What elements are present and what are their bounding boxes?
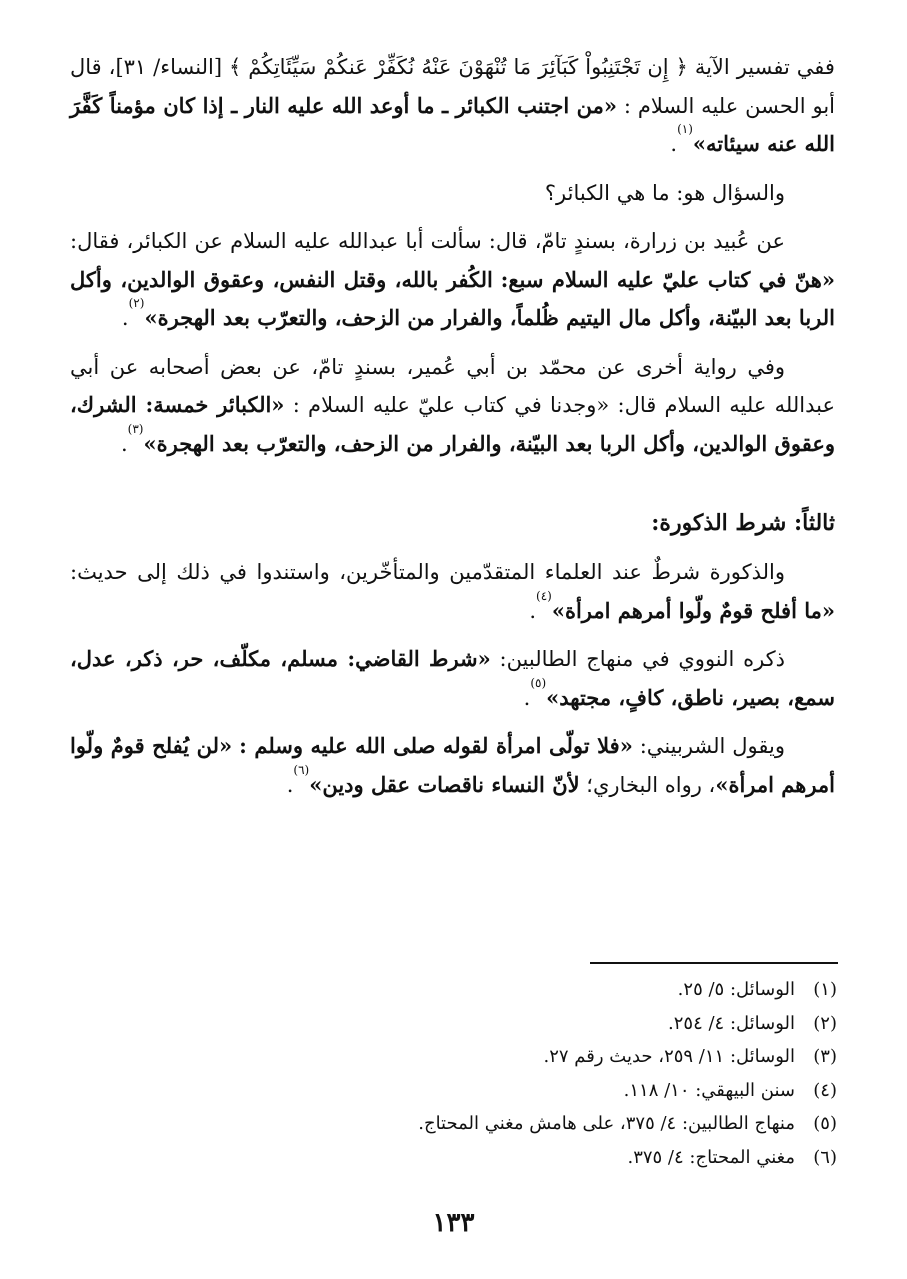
footnote-text: سنن البيهقي: ١٠/ ١١٨. bbox=[623, 1079, 795, 1101]
narration-text: عن عُبيد بن زرارة، بسندٍ تامّ، قال: سألت أبا عبدالله عليه السلام عن الكبائر، فقال: bbox=[70, 229, 785, 253]
footnote-number: (٣) bbox=[813, 1046, 837, 1067]
hadith-quote: الكُفر بالله، وقتل النفس، وعقوق الوالدين، وأكل الربا بعد البيّنة، وأكل مال اليتيم ظُلماً، والفرار من الزحف، والتعرّب بعد الهجرة» bbox=[70, 266, 835, 330]
paragraph-2: والسؤال هو: ما هي الكبائر؟ bbox=[544, 180, 785, 205]
footnote-item bbox=[418, 973, 837, 1007]
footnote-item bbox=[418, 1040, 837, 1074]
footnote-separator bbox=[590, 962, 838, 964]
paragraph-7: ويقول الشربيني: «فلا تولّى امرأة لقوله صلى الله عليه وسلم : «لن يُفلح قومٌ ولّوا أمرهم امرأة»، رواه البخاري؛ لأنّ النساء ناقصات عقل ودين»$^{(٦)}$. bbox=[70, 733, 835, 797]
hadith-quote: «الكبائر خمسة: الشرك، وعقوق الوالدين، وأكل الربا بعد البيّنة، والفرار من الزحف، والتعرّب بعد الهجرة» bbox=[70, 392, 835, 456]
footnote-number: (٦) bbox=[813, 1146, 837, 1168]
body-text: والذكورة شرطٌ عند العلماء المتقدّمين والمتأخّرين، واستندوا في ذلك إلى حديث: bbox=[70, 560, 785, 584]
paragraph-6: ذكره النووي في منهاج الطالبين: «شرط القاضي: مسلم، مكلّف، حر، ذكر، عدل، سمع، بصير، ناطق، كافٍ، مجتهد»$^{(٥)}$. bbox=[70, 646, 835, 710]
body-text: ويقول الشربيني: bbox=[639, 734, 785, 758]
footnote-item bbox=[418, 1107, 837, 1141]
footnote-number: (١) bbox=[813, 979, 837, 1000]
quote-text: «شرط القاضي: مسلم، مكلّف، حر، ذكر، عدل، سمع، بصير، ناطق، كافٍ، مجتهد» bbox=[70, 646, 835, 710]
footnote-text: منهاج الطالبين: ٤/ ٣٧٥، على هامش مغني المحتاج. bbox=[418, 1113, 795, 1134]
footnote-ref[interactable]: (٦) bbox=[293, 762, 310, 777]
footnote-number: (٥) bbox=[813, 1113, 837, 1134]
quote-text: لأنّ النساء ناقصات عقل ودين» bbox=[309, 771, 580, 797]
footnote-ref[interactable]: (٥) bbox=[530, 675, 547, 690]
body-text: ، رواه البخاري؛ bbox=[586, 772, 716, 797]
page-number: ١٣٣ bbox=[432, 1208, 475, 1238]
hadith-quote: «لن يُفلح قومٌ ولّوا أمرهم امرأة» bbox=[70, 733, 835, 797]
section-heading: ثالثاً: شرط الذكورة: bbox=[651, 510, 835, 536]
quran-verse-line: ففي تفسير الآية ﴿ إِن تَجْتَنِبُواْ كَبَآئِرَ مَا تُنْهَوْنَ عَنْهُ نُكَفِّرْ عَنكُمْ سَيِّئَاتِكُمْ ﴾ bbox=[228, 55, 835, 79]
footnote-item bbox=[418, 1007, 837, 1041]
footnotes-list bbox=[418, 973, 837, 1174]
footnote-ref[interactable]: (١) bbox=[677, 122, 693, 136]
narration-text: وفي رواية أخرى عن محمّد بن أبي عُمير، بسندٍ تامّ، عن بعض أصحابه عن أبي عبدالله عليه السلام قال: «وجدنا في كتاب عليّ عليه السلام : bbox=[70, 354, 835, 417]
footnote-number: (٤) bbox=[813, 1079, 837, 1101]
quote-text: «فلا تولّى امرأة لقوله صلى الله عليه وسلم : bbox=[239, 733, 633, 758]
citation-text: [النساء/ ٣١]، قال أبو الحسن عليه السلام : bbox=[70, 55, 836, 118]
footnote-text: الوسائل: ١١/ ٢٥٩، حديث رقم ٢٧. bbox=[543, 1046, 795, 1067]
hadith-quote-intro: «هنّ في كتاب عليّ عليه السلام سبع: bbox=[500, 266, 835, 292]
footnote-text: الوسائل: ٤/ ٢٥٤. bbox=[668, 1012, 795, 1034]
body-text: ذكره النووي في منهاج الطالبين: bbox=[499, 647, 786, 671]
paragraph-1: ففي تفسير الآية ﴿ إِن تَجْتَنِبُواْ كَبَآئِرَ مَا تُنْهَوْنَ عَنْهُ نُكَفِّرْ عَنكُمْ سَيِّئَاتِكُمْ ﴾ [النساء/ ٣١]، قال أبو الحسن عليه السلام : «من اجتنب الكبائر ـ ما أوعد الله عليه النار ـ إذا كان مؤمناً كَفَّرَ الله عنه سيئاته»$^{(١)}$. bbox=[70, 55, 836, 156]
footnote-ref[interactable]: (٤) bbox=[536, 588, 552, 603]
hadith-quote: «ما أفلح قومٌ ولّوا أمرهم امرأة» bbox=[551, 597, 835, 623]
footnote-text: مغني المحتاج: ٤/ ٣٧٥. bbox=[627, 1146, 795, 1168]
footnote-text: الوسائل: ٥/ ٢٥. bbox=[677, 979, 795, 1000]
page-body bbox=[70, 48, 835, 804]
footnote-number: (٢) bbox=[813, 1012, 837, 1034]
footnote-ref[interactable]: (٣) bbox=[127, 421, 144, 436]
hadith-quote: «من اجتنب الكبائر ـ ما أوعد الله عليه النار ـ إذا كان مؤمناً كَفَّرَ الله عنه سيئاته» bbox=[70, 92, 835, 156]
paragraph-3: عن عُبيد بن زرارة، بسندٍ تامّ، قال: سألت أبا عبدالله عليه السلام عن الكبائر، فقال: «هنّ في كتاب عليّ عليه السلام سبع: الكُفر بالله، وقتل النفس، وعقوق الوالدين، وأكل الربا بعد البيّنة، وأكل مال اليتيم ظُلماً، والفرار من الزحف، والتعرّب بعد الهجرة»$^{(٢)}$. bbox=[70, 229, 835, 330]
paragraph-5: والذكورة شرطٌ عند العلماء المتقدّمين والمتأخّرين، واستندوا في ذلك إلى حديث: «ما أفلح قومٌ ولّوا أمرهم امرأة»$^{(٤)}$. bbox=[70, 560, 835, 623]
footnote-item bbox=[418, 1141, 837, 1175]
paragraph-4: وفي رواية أخرى عن محمّد بن أبي عُمير، بسندٍ تامّ، عن بعض أصحابه عن أبي عبدالله عليه السلام قال: «وجدنا في كتاب عليّ عليه السلام : «الكبائر خمسة: الشرك، وعقوق الوالدين، وأكل الربا بعد البيّنة، والفرار من الزحف، والتعرّب بعد الهجرة»$^{(٣)}$. bbox=[70, 354, 835, 456]
footnote-item bbox=[418, 1074, 837, 1108]
footnote-ref[interactable]: (٢) bbox=[128, 296, 145, 310]
